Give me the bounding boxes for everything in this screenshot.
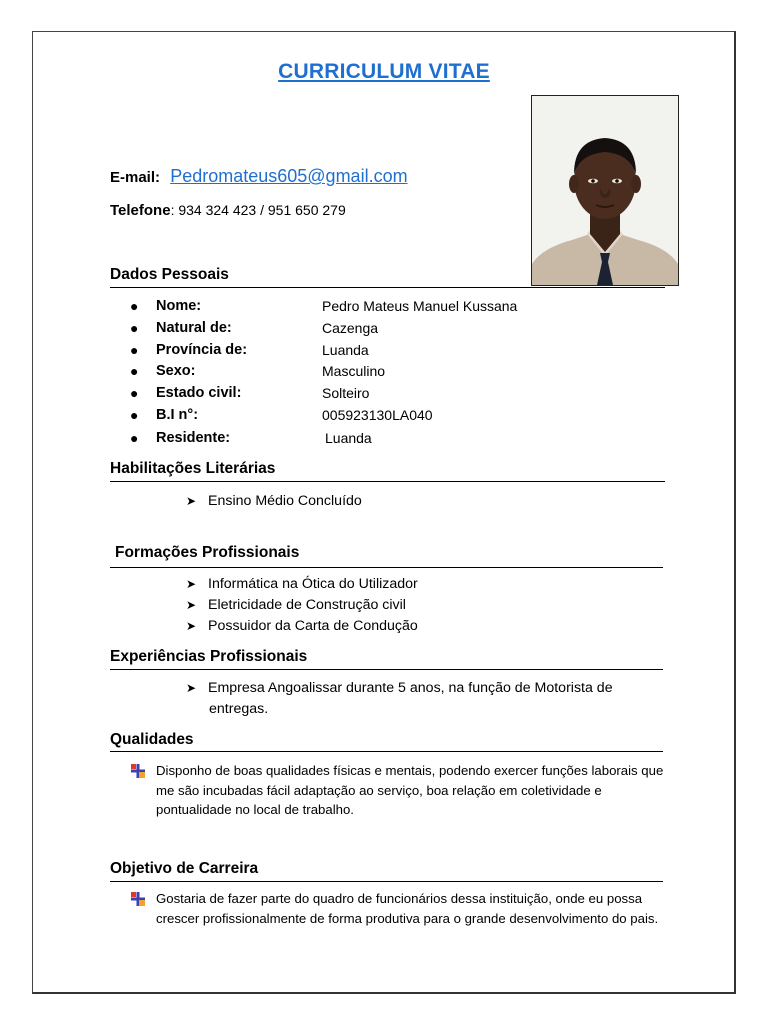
list-item-text: Empresa Angoalissar durante 5 anos, na função de Motorista de [208, 680, 613, 696]
arrow-bullet-icon: ➤ [186, 577, 197, 591]
arrow-bullet-icon: ➤ [186, 494, 197, 508]
personal-value: Luanda [322, 342, 369, 358]
personal-label: Residente: [156, 430, 231, 446]
list-item-text: Informática na Ótica do Utilizador [208, 576, 418, 592]
section-divider [110, 567, 663, 568]
section-title-habilitacoes: Habilitações Literárias [110, 460, 276, 477]
section-title-formacoes: Formações Profissionais [115, 544, 300, 561]
page-title: CURRICULUM VITAE [278, 60, 490, 83]
section-divider [110, 881, 663, 882]
qualidades-text: Disponho de boas qualidades físicas e mentais, podendo exercer funções laborais que me são incubadas fácil adaptação ao serviço, boa relação em coletividade e pontualidade no local de trabalho. [156, 763, 664, 817]
personal-label: Natural de: [156, 320, 232, 336]
bullet-icon: ● [130, 298, 139, 314]
bullet-icon: ● [130, 363, 139, 379]
plus-bullet-icon [130, 763, 146, 779]
list-item [186, 680, 613, 696]
personal-value: Solteiro [322, 385, 370, 401]
objetivo-text: Gostaria de fazer parte do quadro de funcionários dessa instituição, onde eu possa crescer profissionalmente de forma produtiva para o grande desenvolvimento do pais. [156, 891, 659, 926]
section-divider [110, 287, 665, 288]
section-title-dados-pessoais: Dados Pessoais [110, 266, 229, 283]
list-item-text: Eletricidade de Construção civil [208, 597, 406, 613]
section-title-experiencias: Experiências Profissionais [110, 648, 308, 665]
phone-value: : 934 324 423 / 951 650 279 [170, 202, 346, 218]
arrow-bullet-icon: ➤ [186, 681, 197, 695]
list-item-text: Ensino Médio Concluído [208, 493, 362, 509]
personal-value: Luanda [325, 430, 372, 446]
bullet-icon: ● [130, 320, 139, 336]
list-item [186, 618, 418, 634]
bullet-icon: ● [130, 430, 139, 446]
section-divider [110, 669, 663, 670]
personal-value: Cazenga [322, 320, 379, 336]
phone-row [110, 202, 346, 219]
bullet-icon: ● [130, 342, 139, 358]
email-label: E-mail: [110, 169, 161, 186]
list-item [186, 597, 406, 613]
portrait-image [532, 96, 678, 285]
list-item-continuation: entregas. [209, 701, 269, 717]
bullet-icon: ● [130, 385, 139, 401]
section-divider [110, 481, 665, 482]
personal-label: Estado civil: [156, 385, 242, 401]
plus-bullet-icon [130, 891, 146, 907]
bullet-icon: ● [130, 407, 139, 423]
section-title-qualidades: Qualidades [110, 731, 194, 748]
arrow-bullet-icon: ➤ [186, 619, 197, 633]
qualidades-paragraph [130, 761, 664, 821]
personal-label: Nome: [156, 298, 202, 314]
personal-label: Província de: [156, 342, 248, 358]
email-row [110, 166, 408, 187]
list-item [186, 493, 362, 509]
arrow-bullet-icon: ➤ [186, 598, 197, 612]
section-title-objetivo: Objetivo de Carreira [110, 860, 259, 877]
phone-label: Telefone [110, 202, 171, 219]
personal-value: Masculino [322, 363, 386, 379]
email-link[interactable]: Pedromateus605@gmail.com [170, 166, 408, 186]
objetivo-paragraph [130, 889, 660, 949]
profile-photo [531, 95, 679, 286]
personal-value: Pedro Mateus Manuel Kussana [322, 298, 518, 314]
personal-label: Sexo: [156, 363, 196, 379]
list-item [186, 576, 418, 592]
personal-label: B.I n°: [156, 407, 199, 423]
list-item-text: Possuidor da Carta de Condução [208, 618, 418, 634]
section-divider [110, 751, 663, 752]
personal-value: 005923130LA040 [322, 407, 433, 423]
